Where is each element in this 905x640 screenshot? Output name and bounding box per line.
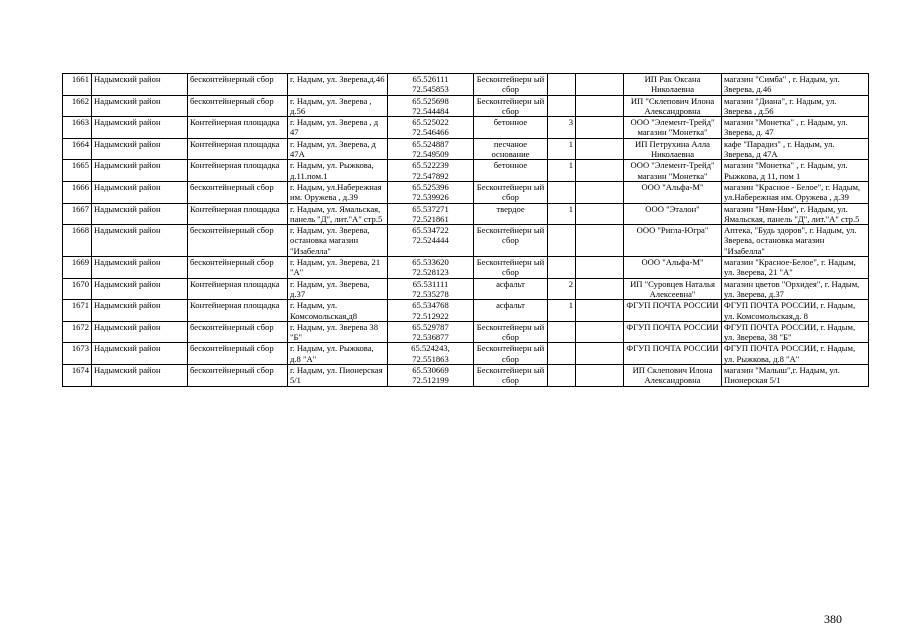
longitude: 72.547892	[412, 170, 449, 181]
cell-empty	[576, 321, 624, 343]
longitude: 72.539926	[412, 192, 449, 203]
cell-number: 1664	[63, 138, 92, 160]
longitude: 72.545853	[412, 84, 449, 95]
cell-waste-source: магазин "Красное-Белое", г. Надым, ул. Зверева, 21 "А"	[722, 257, 869, 279]
cell-empty	[576, 74, 624, 96]
cell-site-type: Контейнерная площадка	[188, 278, 288, 300]
cell-waste-source: магазин "Монетка" , г. Надым, ул. Зверева, д. 47	[722, 117, 869, 139]
cell-number: 1671	[63, 300, 92, 322]
latitude: 65.524243,	[411, 343, 450, 354]
cell-owner: ООО "Ригла-Югра"	[624, 225, 722, 257]
cell-container-count	[548, 365, 576, 387]
table-row	[63, 365, 869, 387]
cell-district: Надымский район	[92, 365, 188, 387]
cell-surface: асфальт	[474, 278, 548, 300]
cell-empty	[576, 365, 624, 387]
table-row	[63, 321, 869, 343]
cell-district: Надымский район	[92, 203, 188, 225]
cell-district: Надымский район	[92, 257, 188, 279]
cell-coordinates	[388, 95, 474, 117]
cell-number: 1672	[63, 321, 92, 343]
cell-site-type: бесконтейнерный сбор	[188, 95, 288, 117]
cell-waste-source: магазин "Красное - Белое", г. Надым, ул.Набережная им. Оружева , д.39	[722, 181, 869, 203]
cell-waste-source: магазин "Монетка" , г. Надым, ул. Рыжкова, д 11, пом 1	[722, 160, 869, 182]
cell-surface: Бесконтейнерн ый сбор	[474, 365, 548, 387]
cell-district: Надымский район	[92, 95, 188, 117]
cell-container-count: 1	[548, 203, 576, 225]
cell-owner: ООО "Элемент-Трейд" магазин "Монетка"	[624, 117, 722, 139]
table-row	[63, 74, 869, 96]
cell-address: г. Надым, ул. Рыжкова, д.11.пом.1	[288, 160, 388, 182]
cell-site-type: бесконтейнерный сбор	[188, 343, 288, 365]
cell-container-count: 1	[548, 160, 576, 182]
latitude: 65.537271	[412, 203, 449, 214]
longitude: 72.524444	[412, 235, 449, 246]
cell-surface: Бесконтейнерн ый сбор	[474, 74, 548, 96]
cell-container-count: 2	[548, 278, 576, 300]
cell-number: 1662	[63, 95, 92, 117]
cell-site-type: бесконтейнерный сбор	[188, 74, 288, 96]
cell-surface: Бесконтейнерн ый сбор	[474, 321, 548, 343]
cell-number: 1665	[63, 160, 92, 182]
table-row	[63, 225, 869, 257]
cell-number: 1668	[63, 225, 92, 257]
cell-surface: твердое	[474, 203, 548, 225]
cell-owner: ИП Рак Оксана Николаевна	[624, 74, 722, 96]
cell-container-count	[548, 321, 576, 343]
longitude: 72.512199	[412, 375, 449, 386]
cell-container-count: 1	[548, 138, 576, 160]
latitude: 65.533620	[412, 257, 449, 268]
cell-waste-source: ФГУП ПОЧТА РОССИИ, г. Надым, ул. Комсомольская,д. 8	[722, 300, 869, 322]
latitude: 65.530669	[412, 365, 449, 376]
cell-district: Надымский район	[92, 343, 188, 365]
longitude: 72.535278	[412, 288, 449, 299]
cell-surface: Бесконтейнерн ый сбор	[474, 181, 548, 203]
cell-coordinates	[388, 138, 474, 160]
cell-address: г. Надым, ул.Набережная им. Оружева , д.39	[288, 181, 388, 203]
cell-district: Надымский район	[92, 181, 188, 203]
cell-coordinates	[388, 300, 474, 322]
latitude: 65.522239	[412, 160, 449, 171]
cell-coordinates	[388, 257, 474, 279]
cell-owner: ФГУП ПОЧТА РОССИИ	[624, 321, 722, 343]
latitude: 65.534768	[412, 300, 449, 311]
cell-owner: ООО "Элемент-Трейд" магазин "Монетка"	[624, 160, 722, 182]
longitude: 72.512922	[412, 310, 449, 321]
latitude: 65.531111	[412, 278, 449, 289]
cell-owner: ИП Петрухина Алла Николаевна	[624, 138, 722, 160]
cell-coordinates	[388, 321, 474, 343]
cell-waste-source: кафе "Парадиз" , г. Надым, ул. Зверева, д 47А	[722, 138, 869, 160]
longitude: 72.521861	[412, 213, 449, 224]
cell-district: Надымский район	[92, 117, 188, 139]
cell-site-type: Контейнерная площадка	[188, 160, 288, 182]
longitude: 72.551863	[412, 353, 449, 364]
cell-number: 1663	[63, 117, 92, 139]
longitude: 72.549509	[412, 149, 449, 160]
cell-container-count	[548, 343, 576, 365]
cell-surface: бетонное	[474, 160, 548, 182]
cell-district: Надымский район	[92, 74, 188, 96]
cell-container-count	[548, 95, 576, 117]
cell-site-type: бесконтейнерный сбор	[188, 225, 288, 257]
cell-number: 1673	[63, 343, 92, 365]
cell-container-count: 1	[548, 300, 576, 322]
cell-address: г. Надым, ул. Зверева, остановка магазин "Изабелла"	[288, 225, 388, 257]
cell-empty	[576, 95, 624, 117]
cell-empty	[576, 300, 624, 322]
cell-site-type: бесконтейнерный сбор	[188, 321, 288, 343]
page-number: 380	[824, 612, 842, 626]
cell-waste-source: магазин цветов "Орхидея", г. Надым, ул. Зверева, д.37	[722, 278, 869, 300]
registry-table	[62, 73, 869, 387]
cell-address: г. Надым, ул. Зверева , д.56	[288, 95, 388, 117]
cell-container-count: 3	[548, 117, 576, 139]
table-row	[63, 138, 869, 160]
cell-coordinates	[388, 365, 474, 387]
latitude: 65.525698	[412, 95, 449, 106]
cell-coordinates	[388, 203, 474, 225]
cell-empty	[576, 181, 624, 203]
cell-address: г. Надым, ул. Комсомольская,д8	[288, 300, 388, 322]
cell-owner: ИП "Склепович Илона Александровна	[624, 95, 722, 117]
cell-address: г. Надым, ул. Пионерская 5/1	[288, 365, 388, 387]
cell-waste-source: магазин "Малыш",г. Надым, ул. Пионерская 5/1	[722, 365, 869, 387]
cell-address: г. Надым, ул. Зверева 38 "Б"	[288, 321, 388, 343]
cell-waste-source: ФГУП ПОЧТА РОССИИ, г. Надым, ул. Рыжкова, д.8 "А"	[722, 343, 869, 365]
cell-container-count	[548, 74, 576, 96]
cell-waste-source: магазин "Диана", г. Надым, ул. Зверева , д.56	[722, 95, 869, 117]
cell-surface: Бесконтейнерн ый сбор	[474, 95, 548, 117]
cell-district: Надымский район	[92, 321, 188, 343]
longitude: 72.536877	[412, 332, 449, 343]
cell-district: Надымский район	[92, 300, 188, 322]
cell-number: 1674	[63, 365, 92, 387]
cell-coordinates	[388, 74, 474, 96]
table-row	[63, 343, 869, 365]
registry-body	[63, 74, 869, 387]
table-row	[63, 181, 869, 203]
table-row	[63, 278, 869, 300]
latitude: 65.524887	[412, 138, 449, 149]
cell-coordinates	[388, 181, 474, 203]
cell-empty	[576, 160, 624, 182]
latitude: 65.526111	[412, 74, 449, 84]
cell-owner: ИП Склепович Илона Александровна	[624, 365, 722, 387]
table-row	[63, 95, 869, 117]
cell-district: Надымский район	[92, 138, 188, 160]
cell-number: 1669	[63, 257, 92, 279]
cell-coordinates	[388, 343, 474, 365]
cell-waste-source: магазин "Симба" , г. Надым, ул. Зверева, д.46	[722, 74, 869, 96]
longitude: 72.546466	[412, 127, 449, 138]
cell-container-count	[548, 225, 576, 257]
cell-address: г. Надым, ул. Зверева , д 47	[288, 117, 388, 139]
cell-number: 1667	[63, 203, 92, 225]
cell-address: г. Надым, ул. Зверева, д.37	[288, 278, 388, 300]
cell-surface: Бесконтейнерн ый сбор	[474, 257, 548, 279]
cell-number: 1666	[63, 181, 92, 203]
table-row	[63, 300, 869, 322]
cell-site-type: бесконтейнерный сбор	[188, 181, 288, 203]
cell-waste-source: ФГУП ПОЧТА РОССИИ, г. Надым, ул. Зверева, 38 "Б"	[722, 321, 869, 343]
table-row	[63, 117, 869, 139]
latitude: 65.534722	[412, 225, 449, 236]
cell-address: г. Надым, ул. Зверева,д.46	[288, 74, 388, 96]
cell-empty	[576, 117, 624, 139]
cell-number: 1661	[63, 74, 92, 96]
cell-site-type: Контейнерная площадка	[188, 203, 288, 225]
cell-empty	[576, 225, 624, 257]
cell-empty	[576, 257, 624, 279]
cell-empty	[576, 278, 624, 300]
cell-surface: песчаное основание	[474, 138, 548, 160]
latitude: 65.525396	[412, 181, 449, 192]
cell-waste-source: магазин "Ням-Ням", г. Надым, ул. Ямальская, панель "Д", лит."А" стр.5	[722, 203, 869, 225]
cell-owner: ООО "Альфа-М"	[624, 257, 722, 279]
cell-surface: Бесконтейнерн ый сбор	[474, 343, 548, 365]
cell-address: г. Надым, ул. Зверева, д 47А	[288, 138, 388, 160]
longitude: 72.544484	[412, 105, 449, 116]
table-row	[63, 203, 869, 225]
cell-address: г. Надым, ул. Зверева, 21 "А"	[288, 257, 388, 279]
cell-owner: ФГУП ПОЧТА РОССИИ	[624, 343, 722, 365]
cell-owner: ИП "Суровцев Наталья Алексеевна"	[624, 278, 722, 300]
cell-empty	[576, 138, 624, 160]
cell-coordinates	[388, 117, 474, 139]
cell-site-type: Контейнерная площадка	[188, 117, 288, 139]
cell-empty	[576, 203, 624, 225]
cell-surface: бетонное	[474, 117, 548, 139]
cell-site-type: Контейнерная площадка	[188, 138, 288, 160]
cell-empty	[576, 343, 624, 365]
cell-surface: Бесконтейнерн ый сбор	[474, 225, 548, 257]
cell-address: г. Надым, ул. Рыжкова, д.8 "А"	[288, 343, 388, 365]
latitude: 65.525022	[412, 117, 449, 128]
cell-owner: ООО "Эталон"	[624, 203, 722, 225]
table-row	[63, 257, 869, 279]
cell-container-count	[548, 257, 576, 279]
cell-district: Надымский район	[92, 278, 188, 300]
cell-coordinates	[388, 278, 474, 300]
cell-owner: ООО "Альфа-М"	[624, 181, 722, 203]
longitude: 72.528123	[412, 267, 449, 278]
cell-waste-source: Аптека, "Будь здоров", г. Надым, ул. Зверева, остановка магазин "Изабелла"	[722, 225, 869, 257]
cell-district: Надымский район	[92, 225, 188, 257]
cell-site-type: бесконтейнерный сбор	[188, 257, 288, 279]
cell-site-type: Контейнерная площадка	[188, 300, 288, 322]
cell-owner: ФГУП ПОЧТА РОССИИ	[624, 300, 722, 322]
cell-site-type: бесконтейнерный сбор	[188, 365, 288, 387]
cell-district: Надымский район	[92, 160, 188, 182]
table-row	[63, 160, 869, 182]
cell-surface: асфальт	[474, 300, 548, 322]
cell-address: г. Надым, ул. Ямальская, панель "Д", лит."А" стр.5	[288, 203, 388, 225]
cell-container-count	[548, 181, 576, 203]
cell-number: 1670	[63, 278, 92, 300]
latitude: 65.529787	[412, 321, 449, 332]
cell-coordinates	[388, 160, 474, 182]
cell-coordinates	[388, 225, 474, 257]
